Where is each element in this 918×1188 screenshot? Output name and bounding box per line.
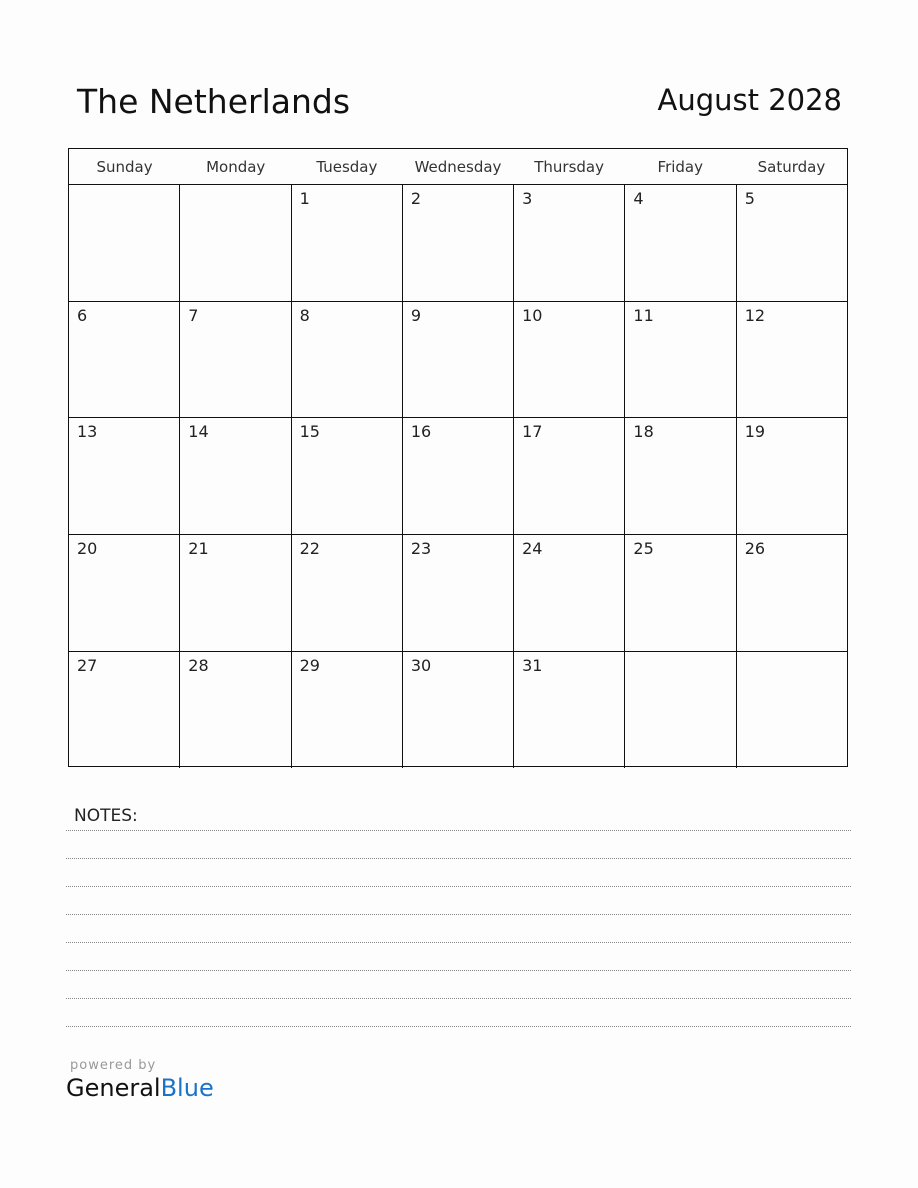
day-number: 24 bbox=[522, 539, 543, 558]
day-number: 26 bbox=[744, 539, 766, 558]
powered-by-label: powered by bbox=[70, 1058, 157, 1073]
day-cell bbox=[514, 535, 625, 651]
day-cell bbox=[69, 535, 180, 651]
weekday-tuesday: Tuesday bbox=[316, 158, 378, 176]
day-number: 13 bbox=[77, 422, 98, 441]
day-number: 19 bbox=[744, 422, 766, 441]
day-cell bbox=[737, 652, 847, 768]
day-number: 11 bbox=[633, 306, 654, 325]
day-cell bbox=[69, 652, 180, 768]
note-line bbox=[66, 830, 851, 831]
weekday-wednesday: Wednesday bbox=[414, 158, 502, 176]
weekday-header-row bbox=[69, 149, 847, 185]
day-cell bbox=[69, 185, 180, 301]
day-number: 16 bbox=[410, 422, 432, 441]
day-number: 4 bbox=[633, 189, 644, 208]
weekday-saturday: Saturday bbox=[757, 158, 826, 176]
day-number: 21 bbox=[188, 539, 209, 558]
day-number: 20 bbox=[77, 539, 98, 558]
weekday-thursday: Thursday bbox=[534, 158, 604, 176]
day-cell bbox=[292, 652, 403, 768]
note-line bbox=[66, 942, 851, 943]
day-cell bbox=[737, 418, 847, 534]
page-title: The Netherlands bbox=[77, 82, 351, 121]
day-number: 10 bbox=[522, 306, 543, 325]
day-number: 2 bbox=[410, 189, 422, 208]
day-number: 15 bbox=[299, 422, 320, 441]
day-cell bbox=[292, 302, 403, 417]
day-number: 22 bbox=[299, 539, 320, 558]
day-cell bbox=[292, 185, 403, 301]
brand-blue: Blue bbox=[160, 1074, 214, 1102]
note-line bbox=[66, 998, 851, 999]
month-year-label: August 2028 bbox=[657, 83, 842, 117]
calendar-grid bbox=[68, 148, 848, 767]
day-number: 6 bbox=[77, 306, 88, 325]
day-cell bbox=[403, 535, 514, 651]
weekday-sunday: Sunday bbox=[96, 158, 153, 176]
week-row bbox=[69, 535, 847, 652]
day-cell bbox=[292, 535, 403, 651]
day-cell bbox=[737, 535, 847, 651]
day-number: 1 bbox=[299, 189, 310, 208]
day-number: 31 bbox=[522, 656, 543, 675]
week-row bbox=[69, 652, 847, 768]
day-number: 25 bbox=[633, 539, 654, 558]
day-number: 18 bbox=[633, 422, 654, 441]
day-number: 9 bbox=[410, 306, 422, 325]
day-cell bbox=[737, 302, 847, 417]
day-cell bbox=[514, 302, 625, 417]
notes-label: NOTES: bbox=[74, 806, 138, 826]
day-cell bbox=[180, 535, 291, 651]
day-cell bbox=[737, 185, 847, 301]
day-cell bbox=[292, 418, 403, 534]
day-cell bbox=[403, 185, 514, 301]
day-number: 7 bbox=[188, 306, 199, 325]
note-line bbox=[66, 1026, 851, 1027]
weekday-friday: Friday bbox=[657, 158, 703, 176]
day-cell bbox=[514, 652, 625, 768]
day-number: 17 bbox=[522, 422, 543, 441]
day-number: 8 bbox=[299, 306, 310, 325]
day-cell bbox=[180, 185, 291, 301]
day-cell bbox=[180, 652, 291, 768]
day-cell bbox=[625, 535, 736, 651]
day-cell bbox=[180, 302, 291, 417]
day-number: 28 bbox=[188, 656, 209, 675]
note-line bbox=[66, 858, 851, 859]
day-cell bbox=[180, 418, 291, 534]
week-row bbox=[69, 418, 847, 535]
day-number: 14 bbox=[188, 422, 209, 441]
note-line bbox=[66, 914, 851, 915]
day-cell bbox=[625, 418, 736, 534]
day-number: 3 bbox=[522, 189, 533, 208]
day-cell bbox=[69, 302, 180, 417]
day-number: 5 bbox=[744, 189, 755, 208]
note-line bbox=[66, 886, 851, 887]
day-number: 12 bbox=[744, 306, 766, 325]
day-cell bbox=[69, 418, 180, 534]
day-cell bbox=[514, 185, 625, 301]
week-row bbox=[69, 185, 847, 302]
day-cell bbox=[403, 418, 514, 534]
day-cell bbox=[514, 418, 625, 534]
day-cell bbox=[625, 652, 736, 768]
note-line bbox=[66, 970, 851, 971]
day-cell bbox=[403, 652, 514, 768]
day-number: 27 bbox=[77, 656, 98, 675]
brand-general: General bbox=[66, 1074, 161, 1102]
weekday-monday: Monday bbox=[206, 158, 266, 176]
day-number: 30 bbox=[410, 656, 432, 675]
day-cell bbox=[403, 302, 514, 417]
day-cell bbox=[625, 302, 736, 417]
week-row bbox=[69, 302, 847, 418]
day-number: 29 bbox=[299, 656, 320, 675]
day-number: 23 bbox=[410, 539, 432, 558]
generalblue-logo bbox=[66, 1074, 214, 1102]
day-cell bbox=[625, 185, 736, 301]
